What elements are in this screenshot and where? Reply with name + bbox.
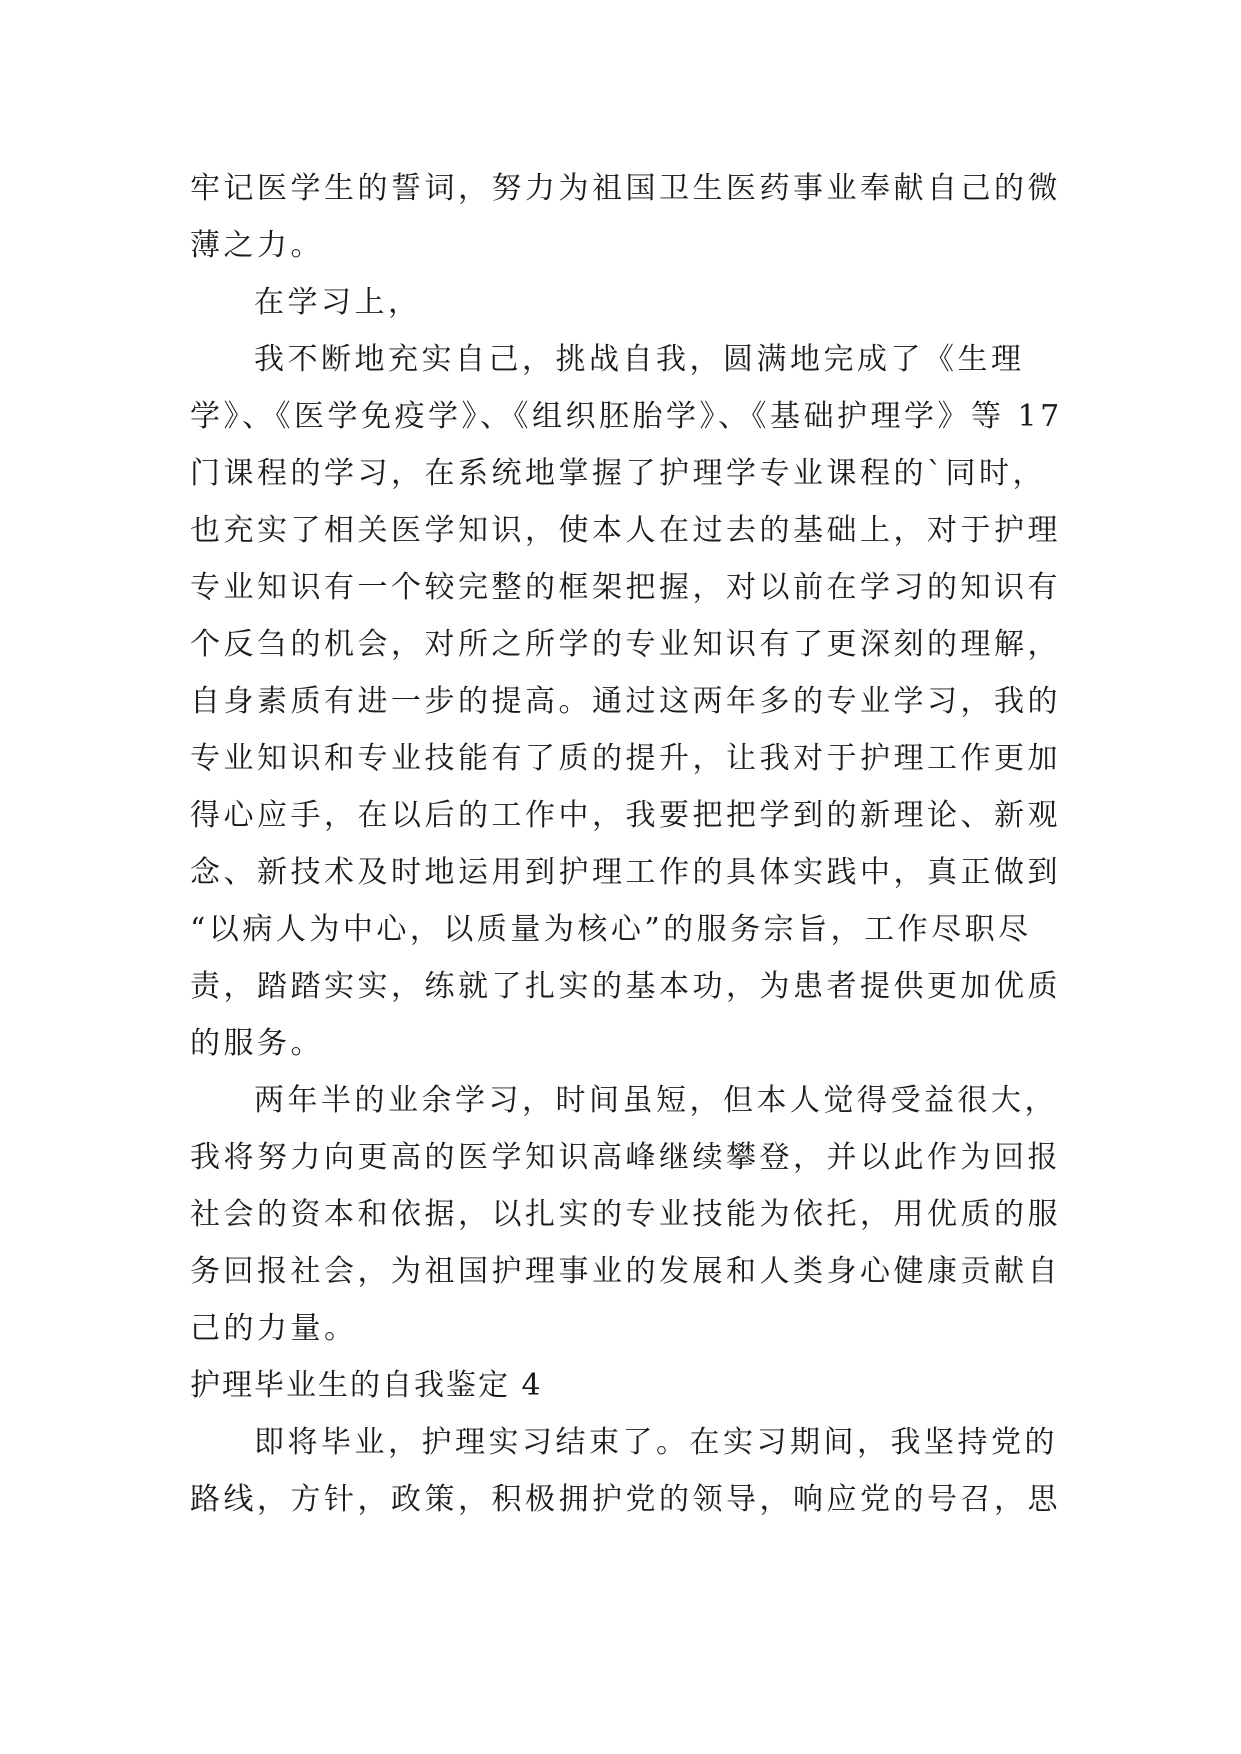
text-line: 的服务。 (190, 1026, 324, 1061)
text-line: 薄之力。 (190, 228, 324, 263)
text-line: 门课程的学习，在系统地掌握了护理学专业课程的`同时， (190, 456, 1046, 491)
text-line: 务回报社会，为祖国护理事业的发展和人类身心健康贡献自 (190, 1254, 1061, 1289)
text-line: 我不断地充实自己，挑战自我，圆满地完成了《生理 (254, 342, 1025, 377)
text-line: 个反刍的机会，对所之所学的专业知识有了更深刻的理解， (190, 627, 1061, 662)
document-body (190, 160, 1090, 1528)
text-line: “以病人为中心，以质量为核心”的服务宗旨，工作尽职尽 (190, 912, 1032, 947)
text-line: 路线，方针，政策，积极拥护党的领导，响应党的号召，思 (190, 1482, 1061, 1517)
text-line: 即将毕业，护理实习结束了。在实习期间，我坚持党的 (254, 1425, 1058, 1460)
text-line: 己的力量。 (190, 1311, 358, 1346)
text-line: 学》、《医学免疫学》、《组织胚胎学》、《基础护理学》等 17 (190, 399, 1063, 434)
text-line: 念、新技术及时地运用到护理工作的具体实践中，真正做到 (190, 855, 1061, 890)
text-line: 社会的资本和依据，以扎实的专业技能为依托，用优质的服 (190, 1197, 1061, 1232)
text-line: 我将努力向更高的医学知识高峰继续攀登，并以此作为回报 (190, 1140, 1061, 1175)
text-line: 自身素质有进一步的提高。通过这两年多的专业学习，我的 (190, 684, 1061, 719)
text-line: 也充实了相关医学知识，使本人在过去的基础上，对于护理 (190, 513, 1061, 548)
text-line: 专业知识有一个较完整的框架把握，对以前在学习的知识有 (190, 570, 1061, 605)
text-line: 牢记医学生的誓词，努力为祖国卫生医药事业奉献自己的微 (190, 171, 1061, 206)
section-heading: 护理毕业生的自我鉴定 4 (190, 1368, 543, 1403)
text-line: 在学习上， (254, 285, 422, 320)
text-line: 责，踏踏实实，练就了扎实的基本功，为患者提供更加优质 (190, 969, 1061, 1004)
text-line: 两年半的业余学习，时间虽短，但本人觉得受益很大， (254, 1083, 1058, 1118)
text-line: 专业知识和专业技能有了质的提升，让我对于护理工作更加 (190, 741, 1061, 776)
text-line: 得心应手，在以后的工作中，我要把把学到的新理论、新观 (190, 798, 1061, 833)
